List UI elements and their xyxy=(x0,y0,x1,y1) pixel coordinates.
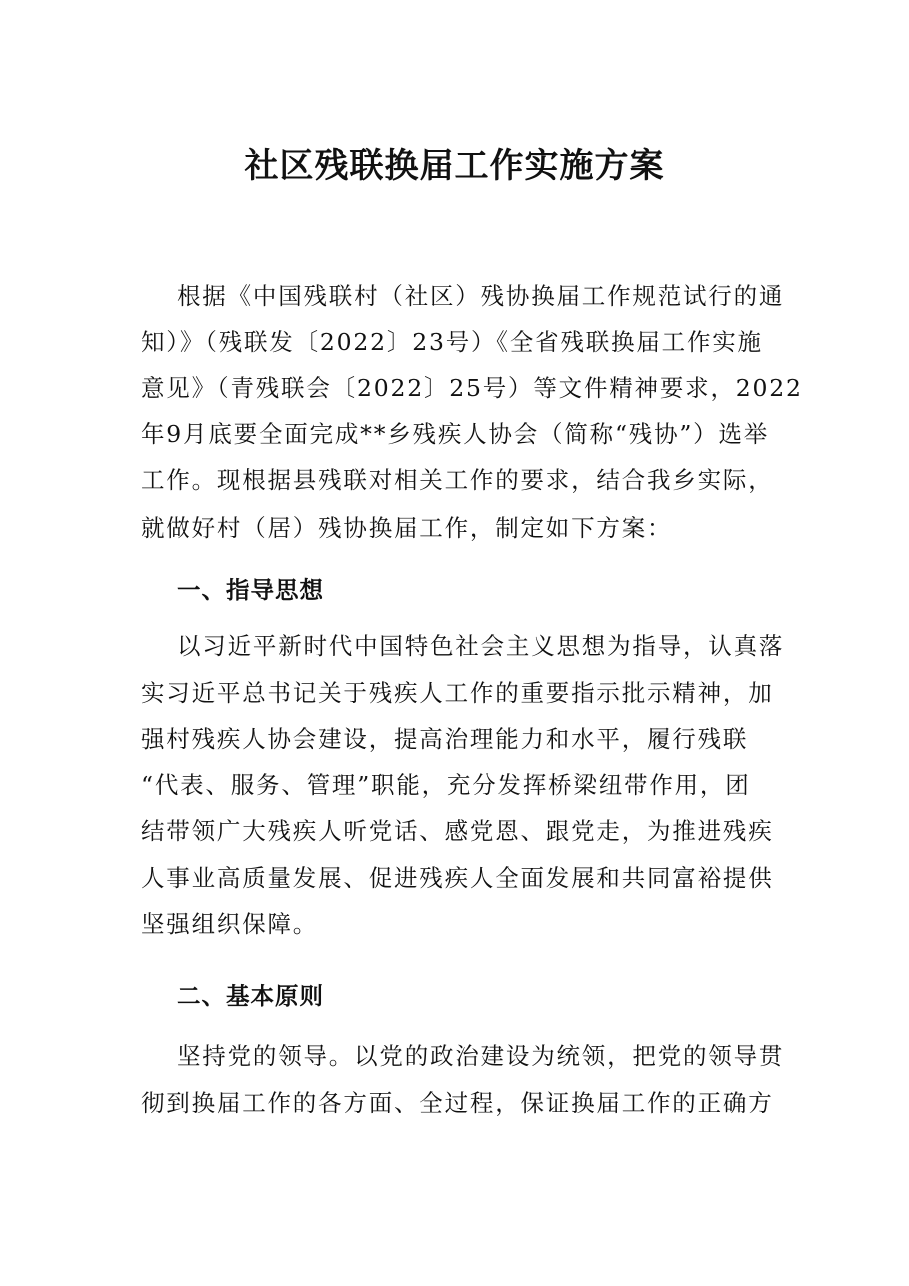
paragraph-line: 彻到换届工作的各方面、全过程，保证换届工作的正确方 xyxy=(141,1089,774,1117)
paragraph-line: 人事业高质量发展、促进残疾人全面发展和共同富裕提供 xyxy=(141,864,774,892)
paragraph-line: 实习近平总书记关于残疾人工作的重要指示批示精神，加 xyxy=(141,679,774,707)
paragraph-line: 以习近平新时代中国特色社会主义思想为指导，认真落 xyxy=(177,632,785,660)
section-heading: 二、基本原则 xyxy=(177,982,324,1010)
paragraph-line: 意见》（青残联会〔2022〕25号）等文件精神要求，2022 xyxy=(141,374,803,402)
paragraph-line: 就做好村（居）残协换届工作，制定如下方案： xyxy=(141,514,673,542)
paragraph-line: 坚强组织保障。 xyxy=(141,910,319,938)
paragraph-line: 强村残疾人协会建设，提高治理能力和水平，履行残联 xyxy=(141,725,749,753)
paragraph-line: 知）》（残联发〔2022〕23号）《全省残联换届工作实施 xyxy=(141,328,763,356)
paragraph-line: 工作。现根据县残联对相关工作的要求，结合我乡实际， xyxy=(141,466,774,494)
paragraph-line: 坚持党的领导。以党的政治建设为统领，把党的领导贯 xyxy=(177,1042,785,1070)
document-title: 社区残联换届工作实施方案 xyxy=(244,146,665,186)
paragraph-line: 结带领广大残疾人听党话、感党恩、跟党走，为推进残疾 xyxy=(141,817,774,845)
section-heading: 一、指导思想 xyxy=(177,576,324,604)
paragraph-line: “代表、服务、管理”职能，充分发挥桥梁纽带作用，团 xyxy=(141,771,751,799)
paragraph-line: 根据《中国残联村（社区）残协换届工作规范试行的通 xyxy=(177,282,785,310)
paragraph-line: 年9月底要全面完成**乡残疾人协会（简称“残协”）选举 xyxy=(141,420,770,448)
